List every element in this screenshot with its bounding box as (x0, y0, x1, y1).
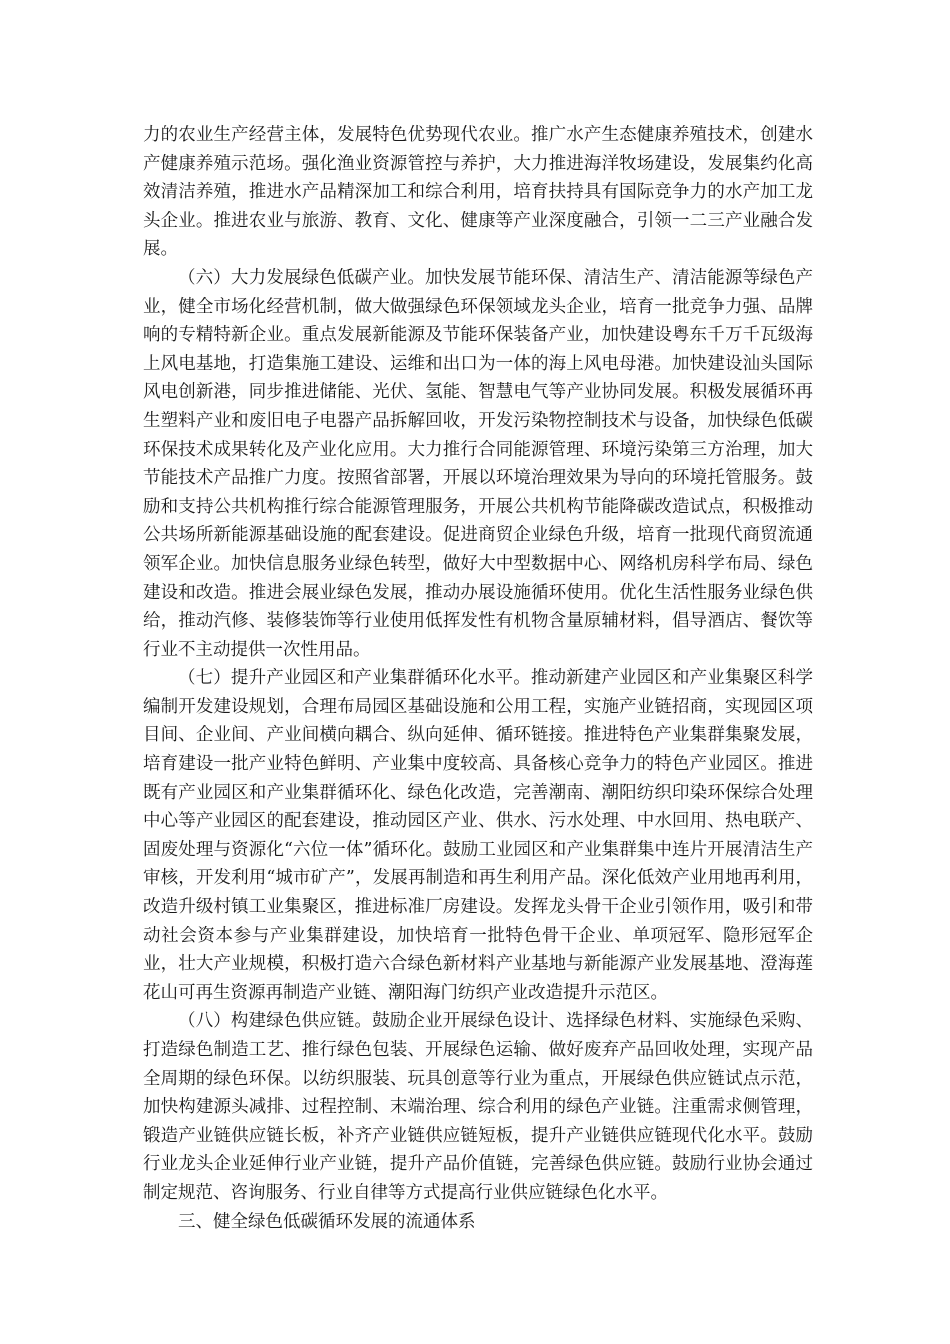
paragraph-agriculture-continued: 力的农业生产经营主体，发展特色优势现代农业。推广水产生态健康养殖技术，创建水产健康养殖示范场。强化渔业资源管控与养护，大力推进海洋牧场建设，发展集约化高效清洁养殖，推进水产品精深加工和综合利用，培育扶持具有国际竞争力的水产加工龙头企业。推进农业与旅游、教育、文化、健康等产业深度融合，引领一二三产业融合发展。 (143, 125, 813, 260)
section-heading-3-circulation-system: 三、健全绿色低碳循环发展的流通体系 (178, 1211, 476, 1232)
document-page (143, 121, 813, 1236)
paragraph-section-6-green-low-carbon-industry: （六）大力发展绿色低碳产业。加快发展节能环保、清洁生产、清洁能源等绿色产业，健全市场化经营机制，做大做强绿色环保领域龙头企业，培育一批竞争力强、品牌响的专精特新企业。重点发展新能源及节能环保装备产业，加快建设粤东千万千瓦级海上风电基地，打造集施工建设、运维和出口为一体的海上风电母港。加快建设汕头国际风电创新港，同步推进储能、光伏、氢能、智慧电气等产业协同发展。积极发展循环再生塑料产业和废旧电子电器产品拆解回收，开发污染物控制技术与设备，加快绿色低碳环保技术成果转化及产业化应用。大力推行合同能源管理、环境污染第三方治理，加大节能技术产品推广力度。按照省部署，开展以环境治理效果为导向的环境托管服务。鼓励和支持公共机构推行综合能源管理服务，开展公共机构节能降碳改造试点，积极推动公共场所新能源基础设施的配套建设。促进商贸企业绿色升级，培育一批现代商贸流通领军企业。加快信息服务业绿色转型，做好大中型数据中心、网络机房科学布局、绿色建设和改造。推进会展业绿色发展，推动办展设施循环使用。优化生活性服务业绿色供给，推动汽修、装修装饰等行业使用低挥发性有机物含量原辅材料，倡导酒店、餐饮等行业不主动提供一次性用品。 (143, 267, 813, 660)
paragraph-section-7-industrial-park-circularity: （七）提升产业园区和产业集群循环化水平。推动新建产业园区和产业集聚区科学编制开发建设规划，合理布局园区基础设施和公用工程，实施产业链招商，实现园区项目间、企业间、产业间横向耦合、纵向延伸、循环链接。推进特色产业集群集聚发展，培育建设一批产业特色鲜明、产业集中度较高、具备核心竞争力的特色产业园区。推进既有产业园区和产业集群循环化、绿色化改造，完善潮南、潮阳纺织印染环保综合处理中心等产业园区的配套建设，推动园区产业、供水、污水处理、中水回用、热电联产、固废处理与资源化“六位一体”循环化。鼓励工业园区和产业集群集中连片开展清洁生产审核，开发利用“城市矿产”，发展再制造和再生利用产品。深化低效产业用地再利用，改造升级村镇工业集聚区，推进标准厂房建设。发挥龙头骨干企业引领作用，吸引和带动社会资本参与产业集群建设，加快培育一批特色骨干企业、单项冠军、隐形冠军企业，壮大产业规模，积极打造六合绿色新材料产业基地与新能源产业发展基地、澄海莲花山可再生资源再制造产业链、潮阳海门纺织产业改造提升示范区。 (143, 668, 813, 1003)
paragraph-section-8-green-supply-chain: （八）构建绿色供应链。鼓励企业开展绿色设计、选择绿色材料、实施绿色采购、打造绿色制造工艺、推行绿色包装、开展绿色运输、做好废弃产品回收处理，实现产品全周期的绿色环保。以纺织服装、玩具创意等行业为重点，开展绿色供应链试点示范，加快构建源头减排、过程控制、末端治理、综合利用的绿色产业链。注重需求侧管理，锻造产业链供应链长板，补齐产业链供应链短板，提升产业链供应链现代化水平。鼓励行业龙头企业延伸行业产业链，提升产品价值链，完善绿色供应链。鼓励行业协会通过制定规范、咨询服务、行业自律等方式提高行业供应链绿色化水平。 (143, 1011, 813, 1203)
